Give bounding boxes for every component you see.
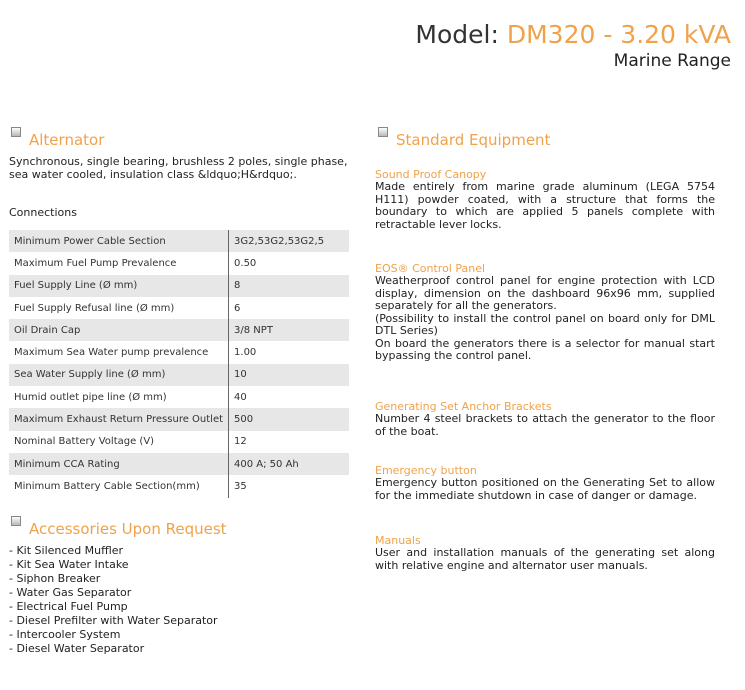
spec-value: 3G2,53G2,53G2,5 bbox=[229, 230, 349, 252]
spec-label: Minimum Battery Cable Section(mm) bbox=[9, 475, 229, 497]
spec-label: Minimum CCA Rating bbox=[9, 453, 229, 475]
equipment-title: Manuals bbox=[375, 534, 421, 547]
list-item: - Intercooler System bbox=[9, 628, 121, 641]
table-row bbox=[9, 275, 349, 297]
list-item: - Diesel Water Separator bbox=[9, 642, 145, 655]
equipment-description: Made entirely from marine grade aluminum (LEGA 5754 H111) powder coated, with a structure that forms the boundary to which are applied 5 panels complete with retractable lever locks. bbox=[375, 180, 715, 231]
equipment-description: Weatherproof control panel for engine protection with LCD display, dimension on the dashboard 96x96 mm, supplied separately for all the generators. (Possibility to install the control panel on board only for DML DTL Series) On board the generators there is a selector for manual start bypassing the control panel. bbox=[375, 274, 715, 362]
accessories-section-title bbox=[11, 515, 227, 537]
alternator-section-title bbox=[11, 126, 104, 148]
table-row bbox=[9, 475, 349, 497]
spec-label: Oil Drain Cap bbox=[9, 319, 229, 341]
spec-label: Minimum Power Cable Section bbox=[9, 230, 229, 252]
connections-table bbox=[9, 230, 349, 498]
table-row bbox=[9, 252, 349, 274]
table-row bbox=[9, 297, 349, 319]
spec-value: 12 bbox=[234, 436, 247, 448]
model-heading bbox=[415, 20, 731, 50]
alternator-description: Synchronous, single bearing, brushless 2 poles, single phase, sea water cooled, insulation class &ldquo;H&rdquo;. bbox=[9, 155, 348, 181]
spec-label: Fuel Supply Refusal line (Ø mm) bbox=[9, 297, 229, 319]
table-row bbox=[9, 453, 349, 475]
list-item: - Kit Silenced Muffler bbox=[9, 544, 124, 557]
equipment-item bbox=[375, 465, 715, 502]
equipment-title: EOS® Control Panel bbox=[375, 262, 486, 275]
equipment-item bbox=[375, 401, 715, 438]
equipment-item bbox=[375, 169, 715, 231]
equipment-item bbox=[375, 535, 715, 572]
spec-value: 0.50 bbox=[234, 257, 257, 269]
standard-section-title bbox=[378, 126, 550, 148]
equipment-title: Generating Set Anchor Brackets bbox=[375, 400, 552, 413]
equipment-title: Sound Proof Canopy bbox=[375, 168, 487, 181]
spec-value: 400 A; 50 Ah bbox=[229, 453, 349, 475]
table-row bbox=[9, 408, 349, 430]
spec-label: Maximum Sea Water pump prevalence bbox=[9, 341, 229, 363]
alternator-title: Alternator bbox=[29, 131, 105, 149]
accessories-list bbox=[9, 544, 218, 656]
page-header bbox=[415, 20, 731, 71]
spec-label: Maximum Exhaust Return Pressure Outlet bbox=[9, 408, 229, 430]
list-item: - Diesel Prefilter with Water Separator bbox=[9, 614, 218, 627]
spec-label: Nominal Battery Voltage (V) bbox=[9, 431, 229, 453]
list-item: - Water Gas Separator bbox=[9, 586, 132, 599]
spec-value: 1.00 bbox=[234, 347, 257, 359]
spec-value: 500 bbox=[229, 408, 349, 430]
table-row bbox=[9, 230, 349, 252]
spec-value: 35 bbox=[234, 480, 247, 492]
spec-value: 10 bbox=[229, 364, 349, 386]
spec-label: Sea Water Supply line (Ø mm) bbox=[9, 364, 229, 386]
connections-label: Connections bbox=[9, 206, 77, 219]
table-row bbox=[9, 364, 349, 386]
equipment-description: Emergency button positioned on the Generating Set to allow for the immediate shutdown in case of danger or damage. bbox=[375, 476, 715, 502]
square-bullet-icon bbox=[378, 127, 388, 137]
model-label: Model: bbox=[415, 20, 499, 49]
list-item: - Siphon Breaker bbox=[9, 572, 101, 585]
equipment-description: User and installation manuals of the generating set along with relative engine and alternator user manuals. bbox=[375, 546, 715, 572]
spec-value: 40 bbox=[234, 391, 247, 403]
table-row bbox=[9, 319, 349, 341]
spec-value: 3/8 NPT bbox=[229, 319, 349, 341]
equipment-item bbox=[375, 263, 715, 363]
list-item: - Electrical Fuel Pump bbox=[9, 600, 128, 613]
table-row bbox=[9, 341, 349, 363]
spec-label: Fuel Supply Line (Ø mm) bbox=[9, 275, 229, 297]
square-bullet-icon bbox=[11, 516, 21, 526]
spec-value: 6 bbox=[234, 302, 241, 314]
table-row bbox=[9, 431, 349, 453]
table-row bbox=[9, 386, 349, 408]
range-label: Marine Range bbox=[613, 51, 731, 71]
spec-label: Maximum Fuel Pump Prevalence bbox=[9, 252, 229, 274]
equipment-title: Emergency button bbox=[375, 464, 477, 477]
spec-label: Humid outlet pipe line (Ø mm) bbox=[9, 386, 229, 408]
square-bullet-icon bbox=[11, 127, 21, 137]
accessories-title: Accessories Upon Request bbox=[29, 520, 227, 538]
equipment-description: Number 4 steel brackets to attach the generator to the floor of the boat. bbox=[375, 412, 715, 438]
standard-title: Standard Equipment bbox=[396, 131, 551, 149]
model-value: DM320 - 3.20 kVA bbox=[506, 20, 731, 49]
list-item: - Kit Sea Water Intake bbox=[9, 558, 129, 571]
spec-value: 8 bbox=[229, 275, 349, 297]
